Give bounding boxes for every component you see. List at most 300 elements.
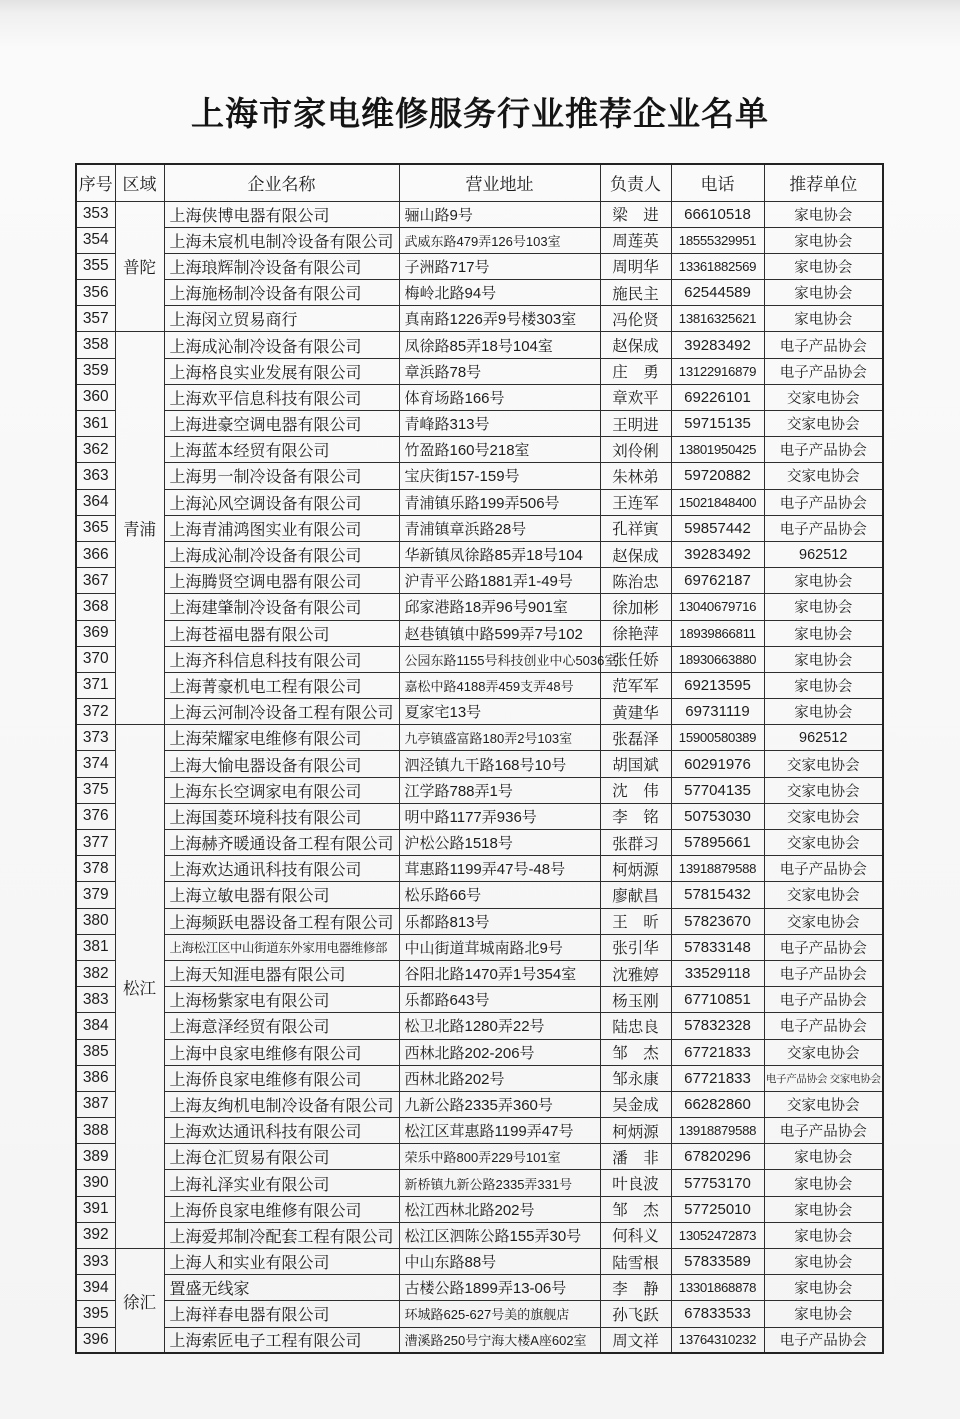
cell-recommender: 交家电协会 — [764, 777, 883, 803]
cell-no: 359 — [76, 358, 115, 384]
cell-company: 上海频跃电器设备工程有限公司 — [164, 908, 399, 934]
cell-contact: 沈雅婷 — [600, 960, 671, 986]
cell-company: 上海欢达通讯科技有限公司 — [164, 1118, 399, 1144]
cell-company: 上海格良实业发展有限公司 — [164, 358, 399, 384]
cell-no: 366 — [76, 541, 115, 567]
cell-contact: 潘 非 — [600, 1144, 671, 1170]
cell-company: 上海索匠电子工程有限公司 — [164, 1327, 399, 1353]
table-row — [76, 699, 883, 725]
cell-no: 363 — [76, 463, 115, 489]
column-header-recommend: 推荐单位 — [764, 164, 883, 201]
cell-phone: 18930663880 — [671, 646, 764, 672]
cell-phone: 67833533 — [671, 1301, 764, 1327]
cell-phone: 50753030 — [671, 803, 764, 829]
table-row — [76, 1013, 883, 1039]
cell-recommender: 家电协会 — [764, 1249, 883, 1275]
table-row — [76, 384, 883, 410]
cell-recommender: 交家电协会 — [764, 411, 883, 437]
cell-no: 356 — [76, 280, 115, 306]
cell-contact: 章欢平 — [600, 384, 671, 410]
cell-address: 漕溪路250号宁海大楼A座602室 — [399, 1327, 600, 1353]
cell-contact: 杨玉刚 — [600, 987, 671, 1013]
cell-no: 370 — [76, 646, 115, 672]
cell-no: 357 — [76, 306, 115, 332]
cell-no: 395 — [76, 1301, 115, 1327]
cell-company: 上海爱邦制冷配套工程有限公司 — [164, 1222, 399, 1248]
table-row — [76, 280, 883, 306]
cell-recommender: 交家电协会 — [764, 908, 883, 934]
cell-company: 上海男一制冷设备有限公司 — [164, 463, 399, 489]
cell-no: 388 — [76, 1118, 115, 1144]
cell-phone: 57753170 — [671, 1170, 764, 1196]
cell-contact: 赵保成 — [600, 332, 671, 358]
cell-phone: 13301868878 — [671, 1275, 764, 1301]
table-row — [76, 751, 883, 777]
cell-recommender: 电子产品协会 — [764, 934, 883, 960]
cell-company: 上海立敏电器有限公司 — [164, 882, 399, 908]
table-row — [76, 646, 883, 672]
cell-contact: 孙飞跃 — [600, 1301, 671, 1327]
cell-address: 九新公路2335弄360号 — [399, 1091, 600, 1117]
cell-phone: 15900580389 — [671, 725, 764, 751]
cell-company: 上海友绚机电制冷设备有限公司 — [164, 1091, 399, 1117]
cell-no: 394 — [76, 1275, 115, 1301]
table-row — [76, 803, 883, 829]
cell-company: 上海东长空调家电有限公司 — [164, 777, 399, 803]
cell-recommender: 电子产品协会 — [764, 1118, 883, 1144]
cell-recommender: 电子产品协会 — [764, 987, 883, 1013]
cell-address: 西林北路202-206号 — [399, 1039, 600, 1065]
cell-recommender: 家电协会 — [764, 1196, 883, 1222]
cell-region: 青浦 — [115, 332, 164, 725]
cell-address: 江学路788弄1号 — [399, 777, 600, 803]
cell-phone: 39283492 — [671, 541, 764, 567]
cell-no: 384 — [76, 1013, 115, 1039]
cell-no: 391 — [76, 1196, 115, 1222]
table-row — [76, 987, 883, 1013]
cell-company: 上海施杨制冷设备有限公司 — [164, 280, 399, 306]
table-row — [76, 1301, 883, 1327]
cell-no: 368 — [76, 594, 115, 620]
cell-no: 390 — [76, 1170, 115, 1196]
cell-phone: 69731119 — [671, 699, 764, 725]
cell-address: 青浦镇章浜路28号 — [399, 515, 600, 541]
cell-region: 松江 — [115, 725, 164, 1249]
cell-no: 372 — [76, 699, 115, 725]
cell-recommender: 交家电协会 — [764, 1091, 883, 1117]
cell-phone: 67721833 — [671, 1065, 764, 1091]
cell-contact: 吴金成 — [600, 1091, 671, 1117]
cell-phone: 13040679716 — [671, 594, 764, 620]
cell-company: 上海青浦鸿图实业有限公司 — [164, 515, 399, 541]
cell-recommender: 电子产品协会 — [764, 515, 883, 541]
cell-phone: 57832328 — [671, 1013, 764, 1039]
cell-recommender: 交家电协会 — [764, 1039, 883, 1065]
cell-no: 369 — [76, 620, 115, 646]
cell-address: 青峰路313号 — [399, 411, 600, 437]
cell-address: 泗泾镇九干路168号10号 — [399, 751, 600, 777]
cell-phone: 57704135 — [671, 777, 764, 803]
column-header-no: 序号 — [76, 164, 115, 201]
cell-recommender: 电子产品协会 — [764, 856, 883, 882]
cell-company: 上海琅辉制冷设备有限公司 — [164, 253, 399, 279]
cell-contact: 陆忠良 — [600, 1013, 671, 1039]
cell-company: 上海松江区中山街道东外家用电器维修部 — [164, 934, 399, 960]
cell-no: 392 — [76, 1222, 115, 1248]
cell-recommender: 交家电协会 — [764, 803, 883, 829]
cell-contact: 庄 勇 — [600, 358, 671, 384]
cell-phone: 13122916879 — [671, 358, 764, 384]
cell-contact: 周莲英 — [600, 227, 671, 253]
cell-phone: 69226101 — [671, 384, 764, 410]
cell-address: 松江西林北路202号 — [399, 1196, 600, 1222]
cell-no: 383 — [76, 987, 115, 1013]
table-row — [76, 227, 883, 253]
column-header-phone: 电话 — [671, 164, 764, 201]
cell-company: 上海蓝本经贸有限公司 — [164, 437, 399, 463]
table-row — [76, 253, 883, 279]
table-row — [76, 672, 883, 698]
cell-region: 普陀 — [115, 201, 164, 332]
cell-company: 上海沁风空调设备有限公司 — [164, 489, 399, 515]
cell-address: 武威东路479弄126号103室 — [399, 227, 600, 253]
cell-phone: 67721833 — [671, 1039, 764, 1065]
cell-contact: 黄建华 — [600, 699, 671, 725]
cell-recommender: 电子产品协会 — [764, 1327, 883, 1353]
cell-no: 375 — [76, 777, 115, 803]
cell-phone: 33529118 — [671, 960, 764, 986]
cell-region: 徐汇 — [115, 1249, 164, 1354]
cell-contact: 李 铭 — [600, 803, 671, 829]
cell-contact: 朱林弟 — [600, 463, 671, 489]
cell-contact: 徐加彬 — [600, 594, 671, 620]
cell-contact: 张群习 — [600, 830, 671, 856]
cell-contact: 王连军 — [600, 489, 671, 515]
cell-phone: 13918879588 — [671, 1118, 764, 1144]
cell-address: 子洲路717号 — [399, 253, 600, 279]
cell-address: 乐都路643号 — [399, 987, 600, 1013]
table-row — [76, 1118, 883, 1144]
cell-recommender: 家电协会 — [764, 227, 883, 253]
cell-phone: 66610518 — [671, 201, 764, 227]
cell-company: 置盛无线家 — [164, 1275, 399, 1301]
cell-phone: 67710851 — [671, 987, 764, 1013]
cell-company: 上海闵立贸易商行 — [164, 306, 399, 332]
cell-company: 上海进豪空调电器有限公司 — [164, 411, 399, 437]
column-header-region: 区域 — [115, 164, 164, 201]
cell-no: 387 — [76, 1091, 115, 1117]
cell-address: 赵巷镇镇中路599弄7号102 — [399, 620, 600, 646]
cell-recommender: 家电协会 — [764, 568, 883, 594]
cell-company: 上海侠博电器有限公司 — [164, 201, 399, 227]
cell-company: 上海成沁制冷设备有限公司 — [164, 541, 399, 567]
table-row — [76, 1275, 883, 1301]
cell-company: 上海成沁制冷设备有限公司 — [164, 332, 399, 358]
cell-phone: 13801950425 — [671, 437, 764, 463]
cell-phone: 62544589 — [671, 280, 764, 306]
table-body — [76, 201, 883, 1353]
cell-company: 上海建肇制冷设备有限公司 — [164, 594, 399, 620]
cell-no: 385 — [76, 1039, 115, 1065]
cell-address: 邱家港路18弄96号901室 — [399, 594, 600, 620]
cell-company: 上海国菱环境科技有限公司 — [164, 803, 399, 829]
cell-recommender: 交家电协会 — [764, 882, 883, 908]
cell-recommender: 家电协会 — [764, 672, 883, 698]
cell-company: 上海侨良家电维修有限公司 — [164, 1196, 399, 1222]
cell-no: 380 — [76, 908, 115, 934]
cell-recommender: 电子产品协会 — [764, 332, 883, 358]
cell-no: 360 — [76, 384, 115, 410]
cell-recommender: 电子产品协会 交家电协会 — [764, 1065, 883, 1091]
cell-address: 新桥镇九新公路2335弄331号 — [399, 1170, 600, 1196]
table-row — [76, 306, 883, 332]
table-row — [76, 437, 883, 463]
cell-no: 362 — [76, 437, 115, 463]
table-row — [76, 1249, 883, 1275]
cell-address: 宝庆街157-159号 — [399, 463, 600, 489]
cell-phone: 18939866811 — [671, 620, 764, 646]
cell-no: 361 — [76, 411, 115, 437]
cell-no: 382 — [76, 960, 115, 986]
cell-recommender: 家电协会 — [764, 280, 883, 306]
cell-recommender: 家电协会 — [764, 306, 883, 332]
cell-recommender: 家电协会 — [764, 1144, 883, 1170]
table-row — [76, 411, 883, 437]
cell-recommender: 家电协会 — [764, 201, 883, 227]
column-header-address: 营业地址 — [399, 164, 600, 201]
cell-contact: 周文祥 — [600, 1327, 671, 1353]
cell-no: 386 — [76, 1065, 115, 1091]
cell-address: 古楼公路1899弄13-06号 — [399, 1275, 600, 1301]
cell-contact: 叶良波 — [600, 1170, 671, 1196]
table-row — [76, 960, 883, 986]
cell-phone: 57833148 — [671, 934, 764, 960]
cell-address: 松卫北路1280弄22号 — [399, 1013, 600, 1039]
header-row — [76, 164, 883, 201]
cell-address: 荣乐中路800弄229号101室 — [399, 1144, 600, 1170]
cell-address: 嘉松中路4188弄459支弄48号 — [399, 672, 600, 698]
cell-recommender: 家电协会 — [764, 1170, 883, 1196]
cell-company: 上海仓汇贸易有限公司 — [164, 1144, 399, 1170]
cell-phone: 66282860 — [671, 1091, 764, 1117]
cell-contact: 张任娇 — [600, 646, 671, 672]
table-row — [76, 358, 883, 384]
cell-contact: 廖献昌 — [600, 882, 671, 908]
cell-contact: 柯炳源 — [600, 856, 671, 882]
cell-address: 环城路625-627号美的旗舰店 — [399, 1301, 600, 1327]
table-row — [76, 882, 883, 908]
cell-company: 上海礼泽实业有限公司 — [164, 1170, 399, 1196]
cell-no: 367 — [76, 568, 115, 594]
cell-company: 上海欢达通讯科技有限公司 — [164, 856, 399, 882]
cell-phone: 60291976 — [671, 751, 764, 777]
cell-contact: 梁 进 — [600, 201, 671, 227]
cell-no: 376 — [76, 803, 115, 829]
cell-address: 沪松公路1518号 — [399, 830, 600, 856]
enterprise-table — [75, 163, 884, 1354]
cell-recommender: 家电协会 — [764, 594, 883, 620]
cell-contact: 徐艳萍 — [600, 620, 671, 646]
cell-contact: 沈 伟 — [600, 777, 671, 803]
cell-recommender: 家电协会 — [764, 1222, 883, 1248]
cell-contact: 邹 杰 — [600, 1196, 671, 1222]
cell-recommender: 家电协会 — [764, 699, 883, 725]
table-header — [76, 164, 883, 201]
cell-address: 九亭镇盛富路180弄2号103室 — [399, 725, 600, 751]
cell-contact: 王明进 — [600, 411, 671, 437]
cell-recommender: 电子产品协会 — [764, 358, 883, 384]
cell-address: 章浜路78号 — [399, 358, 600, 384]
table-row — [76, 201, 883, 227]
cell-phone: 13816325621 — [671, 306, 764, 332]
table-row — [76, 1144, 883, 1170]
table-row — [76, 515, 883, 541]
table-row — [76, 856, 883, 882]
cell-address: 中山东路88号 — [399, 1249, 600, 1275]
cell-recommender: 交家电协会 — [764, 751, 883, 777]
cell-company: 上海侨良家电维修有限公司 — [164, 1065, 399, 1091]
table-row — [76, 541, 883, 567]
cell-recommender: 家电协会 — [764, 1275, 883, 1301]
cell-contact: 李 静 — [600, 1275, 671, 1301]
table-row — [76, 777, 883, 803]
cell-contact: 范军军 — [600, 672, 671, 698]
cell-address: 真南路1226弄9号楼303室 — [399, 306, 600, 332]
cell-contact: 胡国斌 — [600, 751, 671, 777]
cell-phone: 69213595 — [671, 672, 764, 698]
column-header-company: 企业名称 — [164, 164, 399, 201]
cell-phone: 57895661 — [671, 830, 764, 856]
cell-no: 364 — [76, 489, 115, 515]
cell-phone: 57725010 — [671, 1196, 764, 1222]
cell-phone: 57833589 — [671, 1249, 764, 1275]
table-row — [76, 1170, 883, 1196]
cell-company: 上海杨紫家电有限公司 — [164, 987, 399, 1013]
cell-address: 松乐路66号 — [399, 882, 600, 908]
cell-address: 松江区泗陈公路155弄30号 — [399, 1222, 600, 1248]
cell-recommender: 962512 — [764, 541, 883, 567]
cell-address: 青浦镇乐路199弄506号 — [399, 489, 600, 515]
table-row — [76, 725, 883, 751]
cell-company: 上海赫齐暖通设备工程有限公司 — [164, 830, 399, 856]
cell-recommender: 交家电协会 — [764, 830, 883, 856]
cell-company: 上海天知涯电器有限公司 — [164, 960, 399, 986]
cell-contact: 柯炳源 — [600, 1118, 671, 1144]
cell-recommender: 家电协会 — [764, 620, 883, 646]
table-row — [76, 830, 883, 856]
cell-address: 体育场路166号 — [399, 384, 600, 410]
cell-address: 乐都路813号 — [399, 908, 600, 934]
cell-address: 谷阳北路1470弄1号354室 — [399, 960, 600, 986]
table-row — [76, 594, 883, 620]
cell-company: 上海意泽经贸有限公司 — [164, 1013, 399, 1039]
cell-contact: 陆雪根 — [600, 1249, 671, 1275]
cell-no: 355 — [76, 253, 115, 279]
column-header-contact: 负责人 — [600, 164, 671, 201]
cell-recommender: 电子产品协会 — [764, 1013, 883, 1039]
cell-contact: 刘伶俐 — [600, 437, 671, 463]
cell-phone: 67820296 — [671, 1144, 764, 1170]
page-title: 上海市家电维修服务行业推荐企业名单 — [191, 95, 769, 132]
cell-phone: 13361882569 — [671, 253, 764, 279]
cell-phone: 69762187 — [671, 568, 764, 594]
table-row — [76, 934, 883, 960]
cell-company: 上海祥春电器有限公司 — [164, 1301, 399, 1327]
cell-no: 389 — [76, 1144, 115, 1170]
cell-address: 骊山路9号 — [399, 201, 600, 227]
cell-address: 中山街道茸城南路北9号 — [399, 934, 600, 960]
table-row — [76, 1039, 883, 1065]
cell-no: 358 — [76, 332, 115, 358]
cell-phone: 59715135 — [671, 411, 764, 437]
cell-phone: 13052472873 — [671, 1222, 764, 1248]
cell-recommender: 962512 — [764, 725, 883, 751]
cell-phone: 59720882 — [671, 463, 764, 489]
cell-company: 上海人和实业有限公司 — [164, 1249, 399, 1275]
cell-company: 上海云河制冷设备工程有限公司 — [164, 699, 399, 725]
cell-address: 华新镇凤徐路85弄18号104 — [399, 541, 600, 567]
table-row — [76, 332, 883, 358]
cell-no: 374 — [76, 751, 115, 777]
cell-contact: 施民主 — [600, 280, 671, 306]
cell-no: 396 — [76, 1327, 115, 1353]
cell-contact: 赵保成 — [600, 541, 671, 567]
cell-company: 上海欢平信息科技有限公司 — [164, 384, 399, 410]
cell-contact: 陈治忠 — [600, 568, 671, 594]
cell-recommender: 电子产品协会 — [764, 960, 883, 986]
table-row — [76, 1091, 883, 1117]
cell-contact: 邹永康 — [600, 1065, 671, 1091]
cell-contact: 邹 杰 — [600, 1039, 671, 1065]
cell-address: 夏家宅13号 — [399, 699, 600, 725]
cell-contact: 张引华 — [600, 934, 671, 960]
cell-no: 377 — [76, 830, 115, 856]
cell-no: 353 — [76, 201, 115, 227]
table-row — [76, 1065, 883, 1091]
cell-address: 梅岭北路94号 — [399, 280, 600, 306]
cell-no: 354 — [76, 227, 115, 253]
cell-contact: 张磊泽 — [600, 725, 671, 751]
cell-company: 上海荣耀家电维修有限公司 — [164, 725, 399, 751]
cell-company: 上海苍福电器有限公司 — [164, 620, 399, 646]
cell-company: 上海大愉电器设备有限公司 — [164, 751, 399, 777]
cell-recommender: 家电协会 — [764, 1301, 883, 1327]
cell-no: 371 — [76, 672, 115, 698]
cell-phone: 57815432 — [671, 882, 764, 908]
cell-no: 381 — [76, 934, 115, 960]
cell-contact: 王 昕 — [600, 908, 671, 934]
cell-contact: 周明华 — [600, 253, 671, 279]
cell-contact: 冯伦贤 — [600, 306, 671, 332]
table-row — [76, 1196, 883, 1222]
cell-recommender: 家电协会 — [764, 646, 883, 672]
table-row — [76, 1327, 883, 1353]
cell-company: 上海中良家电维修有限公司 — [164, 1039, 399, 1065]
cell-company: 上海腾贤空调电器有限公司 — [164, 568, 399, 594]
cell-phone: 15021848400 — [671, 489, 764, 515]
cell-phone: 13918879588 — [671, 856, 764, 882]
cell-address: 竹盈路160号218室 — [399, 437, 600, 463]
cell-phone: 59857442 — [671, 515, 764, 541]
cell-phone: 39283492 — [671, 332, 764, 358]
cell-recommender: 交家电协会 — [764, 384, 883, 410]
cell-recommender: 家电协会 — [764, 253, 883, 279]
cell-no: 379 — [76, 882, 115, 908]
cell-phone: 57823670 — [671, 908, 764, 934]
cell-address: 凤徐路85弄18号104室 — [399, 332, 600, 358]
cell-no: 373 — [76, 725, 115, 751]
cell-no: 393 — [76, 1249, 115, 1275]
